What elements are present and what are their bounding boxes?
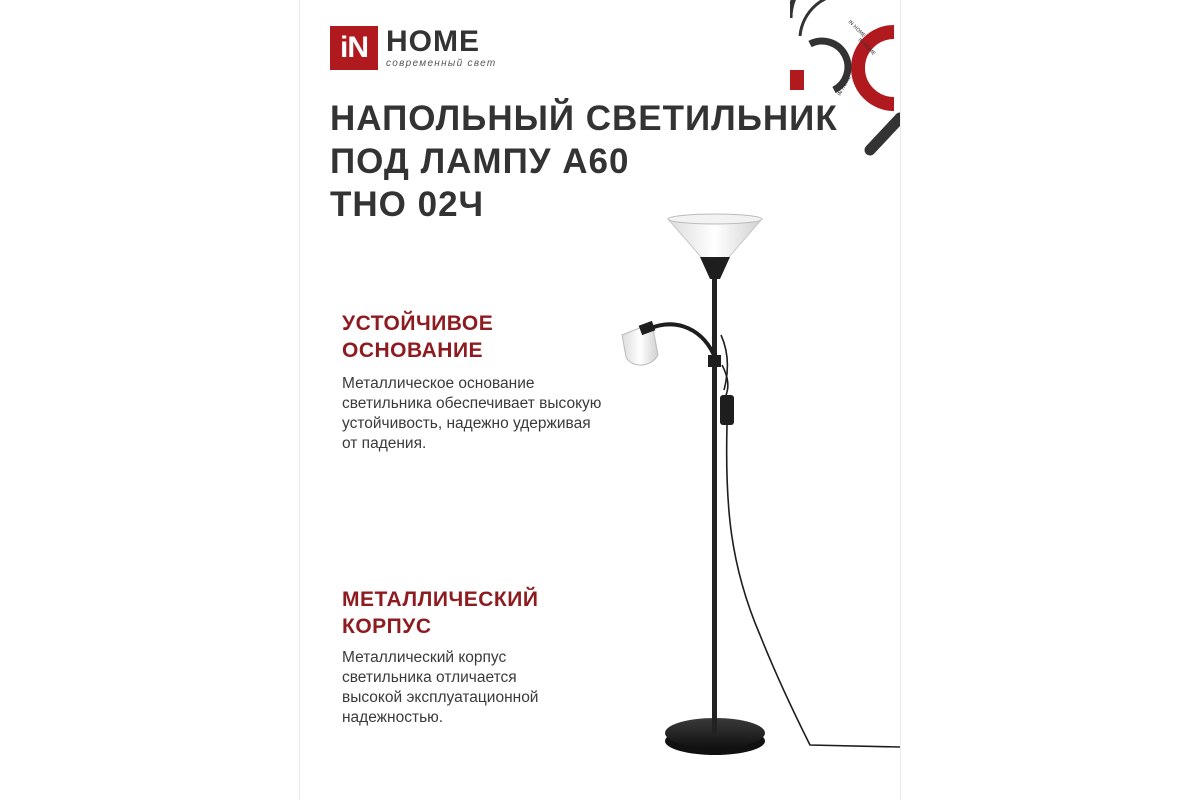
feature-text-line: светильника отличается — [342, 669, 517, 686]
corner-mark-2: IN HOME — [856, 37, 877, 57]
feature-heading-line: МЕТАЛЛИЧЕСКИЙ — [342, 588, 539, 611]
feature-text-line: устойчивость, надежно удерживая — [342, 415, 591, 432]
main-shade-holder — [700, 257, 730, 279]
lamp-cable-upper — [721, 335, 727, 390]
logo-tagline: современный свет — [386, 58, 497, 69]
feature-text-line: надежностью. — [342, 709, 444, 726]
feature-text-line: высокой эксплуатационной — [342, 689, 539, 706]
title-line: ТНО 02Ч — [330, 185, 485, 224]
feature-heading-line: ОСНОВАНИЕ — [342, 339, 484, 362]
logo-word: HOME — [386, 25, 480, 58]
feature-text-stable-base — [342, 374, 642, 454]
floor-lamp-image — [600, 205, 900, 765]
feature-text-line: от падения. — [342, 435, 427, 452]
inline-switch — [720, 395, 734, 425]
decor-bar — [870, 118, 900, 150]
feature-heading-metal-body — [342, 586, 538, 640]
decor-arc-thin — [800, 0, 848, 36]
corner-mark-3: IN HOME — [836, 74, 853, 97]
feature-heading-stable-base — [342, 310, 493, 364]
feature-text-line: Металлическое основание — [342, 375, 535, 392]
product-card — [300, 0, 900, 800]
feature-heading-line: КОРПУС — [342, 615, 432, 638]
title-line: НАПОЛЬНЫЙ СВЕТИЛЬНИК — [330, 99, 838, 138]
feature-heading-line: УСТОЙЧИВОЕ — [342, 312, 494, 335]
title-line: ПОД ЛАМПУ А60 — [330, 142, 630, 181]
decor-red-block — [790, 70, 804, 90]
decor-arc-red — [858, 68, 894, 104]
decor-arc-dark — [790, 0, 842, 18]
main-shade-rim — [668, 214, 762, 224]
logo-mark: iN — [330, 26, 378, 70]
feature-text-metal-body — [342, 648, 642, 728]
feature-text-line: светильника обеспечивает высокую — [342, 395, 602, 412]
feature-text-line: Металлический корпус — [342, 649, 507, 666]
arm-clamp — [708, 355, 721, 367]
corner-mark-1: IN HOME — [846, 19, 867, 39]
lamp-cable-lower — [727, 425, 900, 747]
lamp-pole — [712, 265, 717, 735]
